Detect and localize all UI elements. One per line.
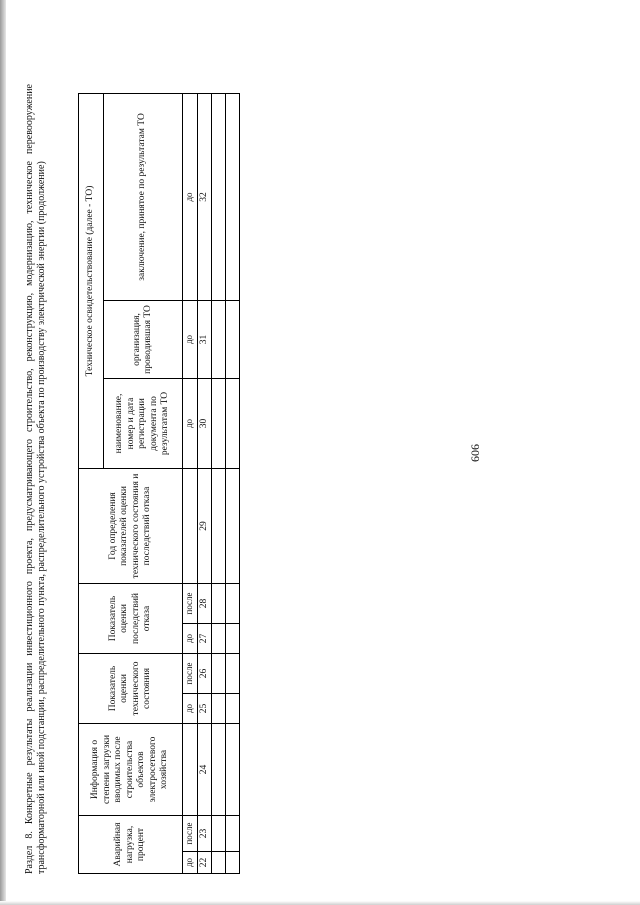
- column-number: 27: [197, 623, 212, 653]
- column-number: 30: [197, 378, 212, 468]
- column-number: 24: [197, 723, 212, 815]
- results-table: [78, 93, 240, 874]
- rotated-page: [10, 12, 630, 892]
- subheader-before: до: [183, 300, 198, 378]
- subheader-before: до: [183, 378, 198, 468]
- subheader-before: до: [183, 693, 198, 723]
- column-number: 31: [197, 300, 212, 378]
- section-heading: Раздел 8. Конкретные результаты реализации инвестиционного проекта, предусматривающего строительство, реконструкцию, модернизацию, техническое перевооружение трансформаторной или иной подстанции, распределительного пункта, распределительного устройства объекта по производству электрической энергии (продолжение): [24, 84, 48, 874]
- table-row: [212, 93, 226, 873]
- column-number: 32: [197, 93, 212, 300]
- page-number: 606: [468, 444, 482, 462]
- column-number: 28: [197, 583, 212, 623]
- header-tech-inspection: Техническое освидетельствование (далее - ТО): [79, 93, 104, 468]
- column-number: 29: [197, 468, 212, 583]
- header-organization: организация, проводившая ТО: [104, 300, 183, 378]
- header-conclusion: заключение, принятое по результатам ТО: [104, 93, 183, 300]
- header-load-info: Информация о степени загрузки вводимых после строительства объектов электросетевого хозяйства: [79, 723, 183, 815]
- scan-edge: [0, 0, 6, 905]
- subheader-after: после: [183, 583, 198, 623]
- subheader-after: после: [183, 653, 198, 693]
- header-failure-index: Показатель оценки последствий отказа: [79, 583, 183, 653]
- scan-edge-bottom: [0, 901, 640, 905]
- column-number: 23: [197, 815, 212, 851]
- subheader-empty: [183, 723, 198, 815]
- subheader-before: до: [183, 93, 198, 300]
- subheader-before: до: [183, 852, 198, 874]
- subheader-empty: [183, 468, 198, 583]
- subheader-after: после: [183, 815, 198, 851]
- subheader-before: до: [183, 623, 198, 653]
- header-doc-name: наименование, номер и дата регистрации документа по результатам ТО: [104, 378, 183, 468]
- table-row: [226, 93, 240, 873]
- header-emergency-load: Аварийная нагрузка, процент: [79, 815, 183, 873]
- column-number: 22: [197, 852, 212, 874]
- column-number: 26: [197, 653, 212, 693]
- column-number: 25: [197, 693, 212, 723]
- header-year-determination: Год определения показателей оценки технического состояния и последствий отказа: [79, 468, 183, 583]
- header-tech-index: Показатель оценки технического состояния: [79, 653, 183, 723]
